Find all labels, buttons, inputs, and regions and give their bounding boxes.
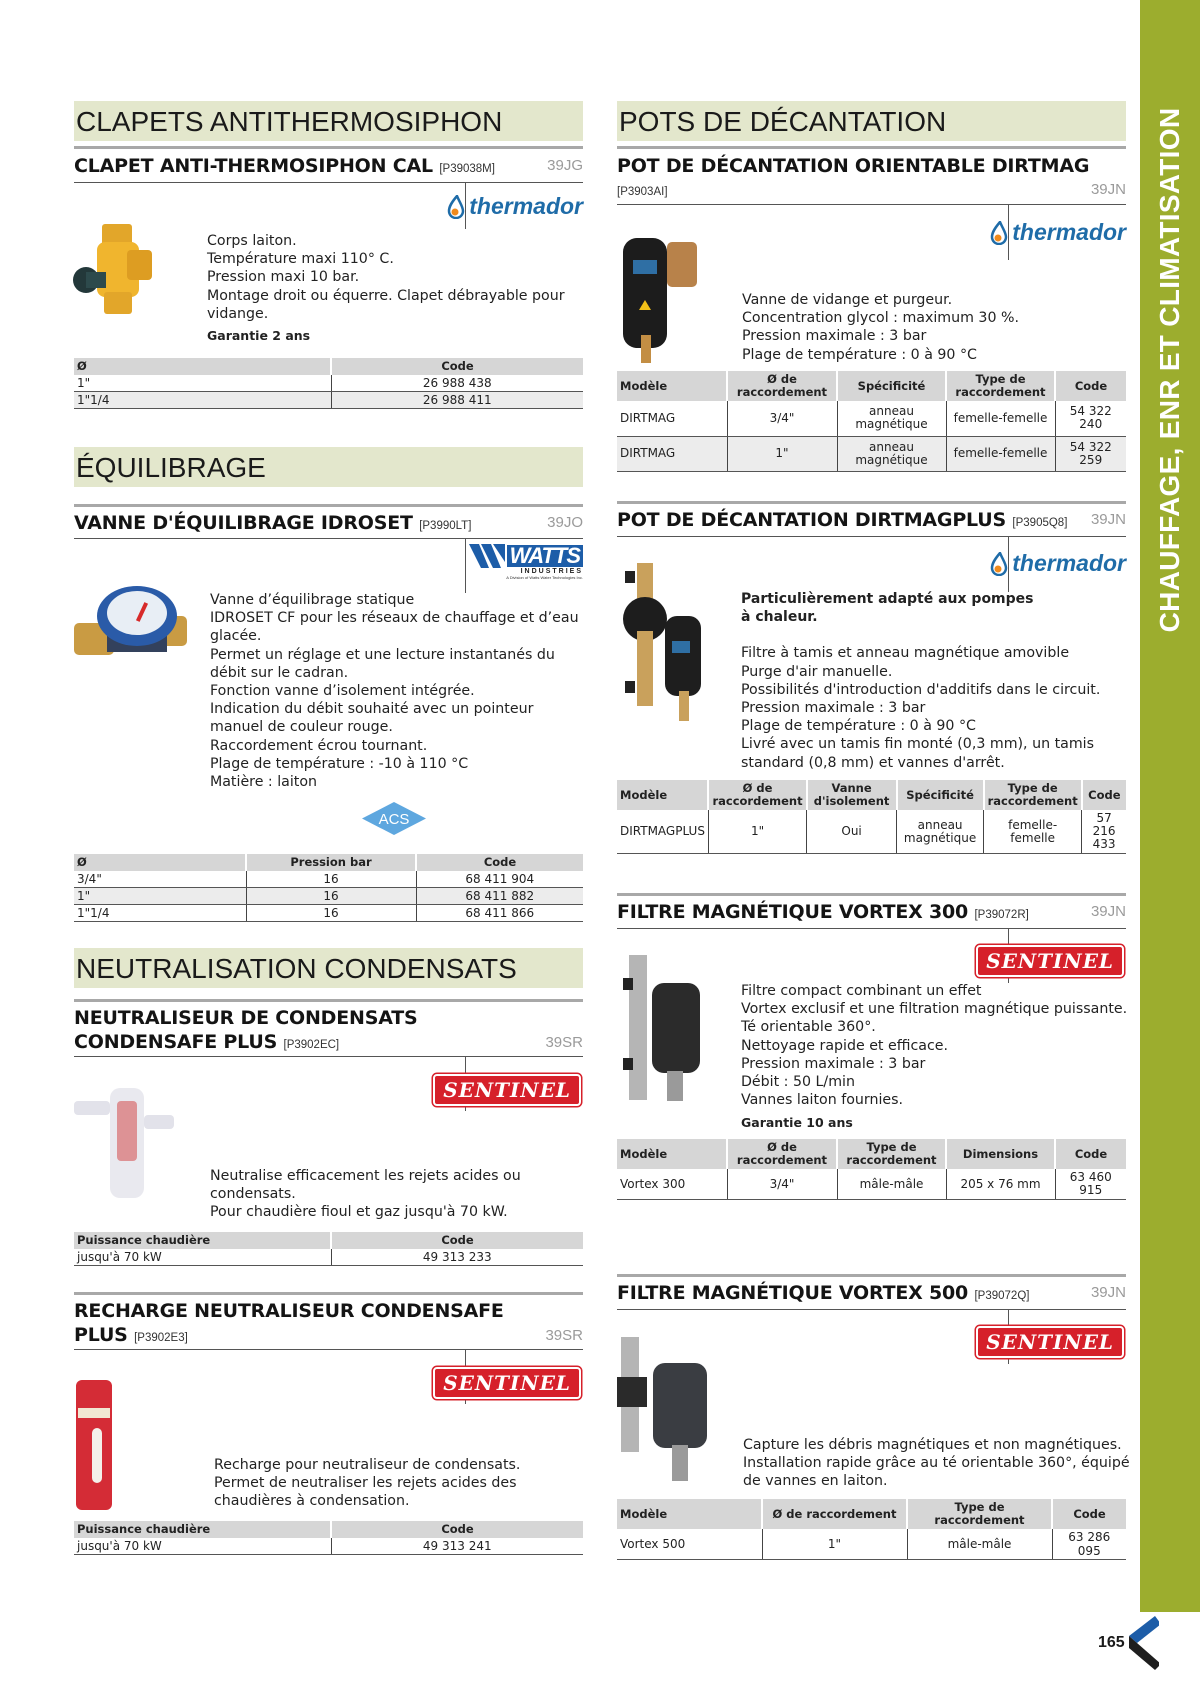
svg-text:ACS: ACS (378, 811, 410, 828)
spec-table-condensafe: Puissance chaudière Code jusqu'à 70 kW 49 313 233 (74, 1232, 583, 1266)
product-title-line2: PLUS (74, 1324, 128, 1346)
product-description-vortex300: Filtre compact combinant un effet Vortex exclusif et une filtration magnétique puissante. Té orientable 360°. Nettoyage rapide et efficace. Pression maximale : 3 bar Débit : 50 L/min Vannes laiton fournies. Garantie 10 ans (741, 982, 1131, 1133)
product-title: POT DE DÉCANTATION DIRTMAGPLUS (617, 509, 1006, 531)
family-code: 39JN (1090, 181, 1126, 198)
family-code: 39JO (547, 514, 583, 531)
product-ref: [P3905Q8] (1012, 517, 1068, 529)
page-number: 165 (1098, 1634, 1125, 1651)
brand-logo-thermador: thermador (1008, 205, 1126, 260)
product-description-idroset: Vanne d’équilibrage statique IDROSET CF pour les réseaux de chauffage et d’eau glacée. Permet un réglage et une lecture instantanés du débit sur le cadran. Fonction vanne d’isolement intégrée. Indication du débit souhaité avec un pointeur manuel de couleur rouge. Raccordement écrou tournant. Plage de température : -10 à 110 °C Matière : laiton (210, 592, 579, 791)
product-header-vortex500 (617, 1274, 1126, 1310)
table-row: 1"1/4 26 988 411 (74, 392, 583, 409)
guarantee: Garantie 10 ans (741, 1115, 853, 1131)
table-row: jusqu'à 70 kW 49 313 233 (74, 1249, 583, 1266)
product-header-vortex300 (617, 893, 1126, 929)
product-ref: [P3990LT] (419, 520, 472, 532)
product-image-idroset (72, 578, 192, 668)
spec-table-recharge: Puissance chaudière Code jusqu'à 70 kW 49 313 241 (74, 1521, 583, 1555)
table-row: Vortex 500 1" mâle-mâle 63 286 095 (617, 1529, 1126, 1560)
table-row: DIRTMAGPLUS 1" Oui anneau magnétique femelle-femelle 57 216 433 (617, 810, 1126, 854)
product-image-vortex300 (617, 953, 707, 1108)
product-image-condensafe (72, 1083, 182, 1203)
table-row: 1" 26 988 438 (74, 375, 583, 392)
brand-logo-sentinel: SENTINEL (465, 1057, 583, 1111)
product-description-dirtmagplus: Particulièrement adapté aux pompes à chaleur. Filtre à tamis et anneau magnétique amovible Purge d'air manuelle. Possibilités d'introduction d'additifs dans le circuit. Pression maximale : 3 bar Plage de température : 0 à 90 °C Livré avec un tamis fin monté (0,3 mm), un tamis standard (0,8 mm) et vannes d'arrêt. (741, 590, 1131, 772)
product-image-dirtmag (617, 230, 702, 365)
table-row: 3/4" 16 68 411 904 (74, 871, 583, 888)
product-header-dirtmagplus (617, 501, 1126, 537)
product-title: CLAPET ANTI-THERMOSIPHON CAL (74, 155, 433, 177)
product-image-dirtmagplus (617, 561, 712, 726)
product-image-recharge (74, 1378, 114, 1513)
product-header-recharge (74, 1292, 583, 1350)
product-ref: [P3902EC] (283, 1039, 340, 1051)
product-highlight: Particulièrement adapté aux pompes (741, 591, 1034, 607)
spec-table-dirtmag: Modèle Ø de raccordement Spécificité Type de raccordement Code DIRTMAG 3/4" anneau magnétique femelle-femelle 54 322 240 DIRTMAG 1" anneau magnétique femelle-femelle 54 322 259 (617, 371, 1126, 472)
section-title-pots: POTS DE DÉCANTATION (617, 101, 1126, 141)
product-ref: [P39072R] (974, 909, 1029, 921)
spec-table-dirtmagplus: Modèle Ø de raccordement Vanne d'isolement Spécificité Type de raccordement Code DIRTMAGPLUS 1" Oui anneau magnétique femelle-femelle 57 216 433 (617, 780, 1126, 854)
product-title-line2: CONDENSAFE PLUS (74, 1031, 278, 1053)
product-description-dirtmag: Vanne de vidange et purgeur. Concentration glycol : maximum 30 %. Pression maximale : 3 bar Plage de température : 0 à 90 °C (742, 292, 1019, 363)
watts-stripes-icon (469, 544, 505, 568)
product-description-recharge: Recharge pour neutraliseur de condensats. Permet de neutraliser les rejets acides des chaudières à condensation. (214, 1457, 521, 1510)
flame-drop-icon (990, 552, 1008, 576)
product-ref: [P39038M] (439, 163, 495, 175)
table-row: DIRTMAG 3/4" anneau magnétique femelle-femelle 54 322 240 (617, 401, 1126, 436)
section-title-clapets: CLAPETS ANTITHERMOSIPHON (74, 101, 583, 141)
table-row: 1"1/4 16 68 411 866 (74, 905, 583, 922)
chevron-left-icon (1129, 1616, 1159, 1670)
product-ref: [P3902E3] (134, 1332, 188, 1344)
brand-logo-thermador: thermador (465, 183, 583, 229)
guarantee: Garantie 2 ans (207, 328, 311, 344)
spec-table-vortex500: Modèle Ø de raccordement Type de raccordement Code Vortex 500 1" mâle-mâle 63 286 095 (617, 1499, 1126, 1560)
family-code: 39JN (1090, 903, 1126, 920)
product-header-dirtmag (617, 146, 1126, 205)
brand-logo-sentinel: SENTINEL (1008, 929, 1126, 983)
family-code: 39JN (1090, 511, 1126, 528)
product-title: FILTRE MAGNÉTIQUE VORTEX 300 (617, 901, 969, 923)
family-code: 39JN (1090, 1284, 1126, 1301)
product-image-vortex500 (617, 1335, 712, 1485)
spec-table-cal: Ø Code 1" 26 988 438 1"1/4 26 988 411 (74, 358, 583, 409)
product-title: NEUTRALISEUR DE CONDENSATS (74, 1007, 418, 1029)
table-row: 1" 16 68 411 882 (74, 888, 583, 905)
section-title-equilibrage: ÉQUILIBRAGE (74, 447, 583, 487)
brand-logo-sentinel: SENTINEL (1008, 1310, 1126, 1364)
product-description-vortex500: Capture les débris magnétiques et non magnétiques. Installation rapide grâce au té orientable 360°, équipé de vannes en laiton. (743, 1437, 1130, 1490)
product-title: RECHARGE NEUTRALISEUR CONDENSAFE (74, 1300, 504, 1322)
product-header-idroset (74, 504, 583, 539)
product-image-clapet (72, 222, 162, 317)
family-code: 39JG (547, 157, 583, 174)
product-header-condensafe (74, 999, 583, 1057)
product-description-condensafe: Neutralise efficacement les rejets acides ou condensats. Pour chaudière fioul et gaz jusqu'à 70 kW. (210, 1168, 521, 1221)
product-ref: [P3903AI] (617, 186, 668, 198)
flame-drop-icon (447, 195, 465, 219)
product-ref: [P39072Q] (974, 1290, 1030, 1302)
category-label: CHAUFFAGE, ENR ET CLIMATISATION (1154, 107, 1185, 633)
brand-logo-watts: WATTS INDUSTRIES A Division of Watts Water Technologies Inc. (465, 539, 583, 593)
product-title: POT DE DÉCANTATION ORIENTABLE DIRTMAG (617, 155, 1090, 177)
family-code: 39SR (545, 1034, 583, 1051)
table-row: DIRTMAG 1" anneau magnétique femelle-femelle 54 322 259 (617, 436, 1126, 471)
product-title: VANNE D'ÉQUILIBRAGE IDROSET (74, 512, 413, 534)
table-row: jusqu'à 70 kW 49 313 241 (74, 1538, 583, 1555)
brand-logo-thermador: thermador (1008, 537, 1126, 592)
spec-table-idroset: Ø Pression bar Code 3/4" 16 68 411 904 1" 16 68 411 882 1"1/4 16 68 411 866 (74, 854, 583, 922)
product-title: FILTRE MAGNÉTIQUE VORTEX 500 (617, 1282, 969, 1304)
brand-logo-sentinel: SENTINEL (465, 1350, 583, 1404)
acs-certification-badge (362, 802, 426, 835)
family-code: 39SR (545, 1327, 583, 1344)
spec-table-vortex300: Modèle Ø de raccordement Type de raccordement Dimensions Code Vortex 300 3/4" mâle-mâle 205 x 76 mm 63 460 915 (617, 1139, 1126, 1200)
section-title-neutralisation: NEUTRALISATION CONDENSATS (74, 948, 583, 988)
flame-drop-icon (990, 221, 1008, 245)
product-header-cal (74, 146, 583, 183)
product-description-cal: Corps laiton. Température maxi 110° C. Pression maxi 10 bar. Montage droit ou équerre. Clapet débrayable pour vidange. Garantie 2 ans (207, 232, 587, 345)
table-row: Vortex 300 3/4" mâle-mâle 205 x 76 mm 63 460 915 (617, 1169, 1126, 1200)
